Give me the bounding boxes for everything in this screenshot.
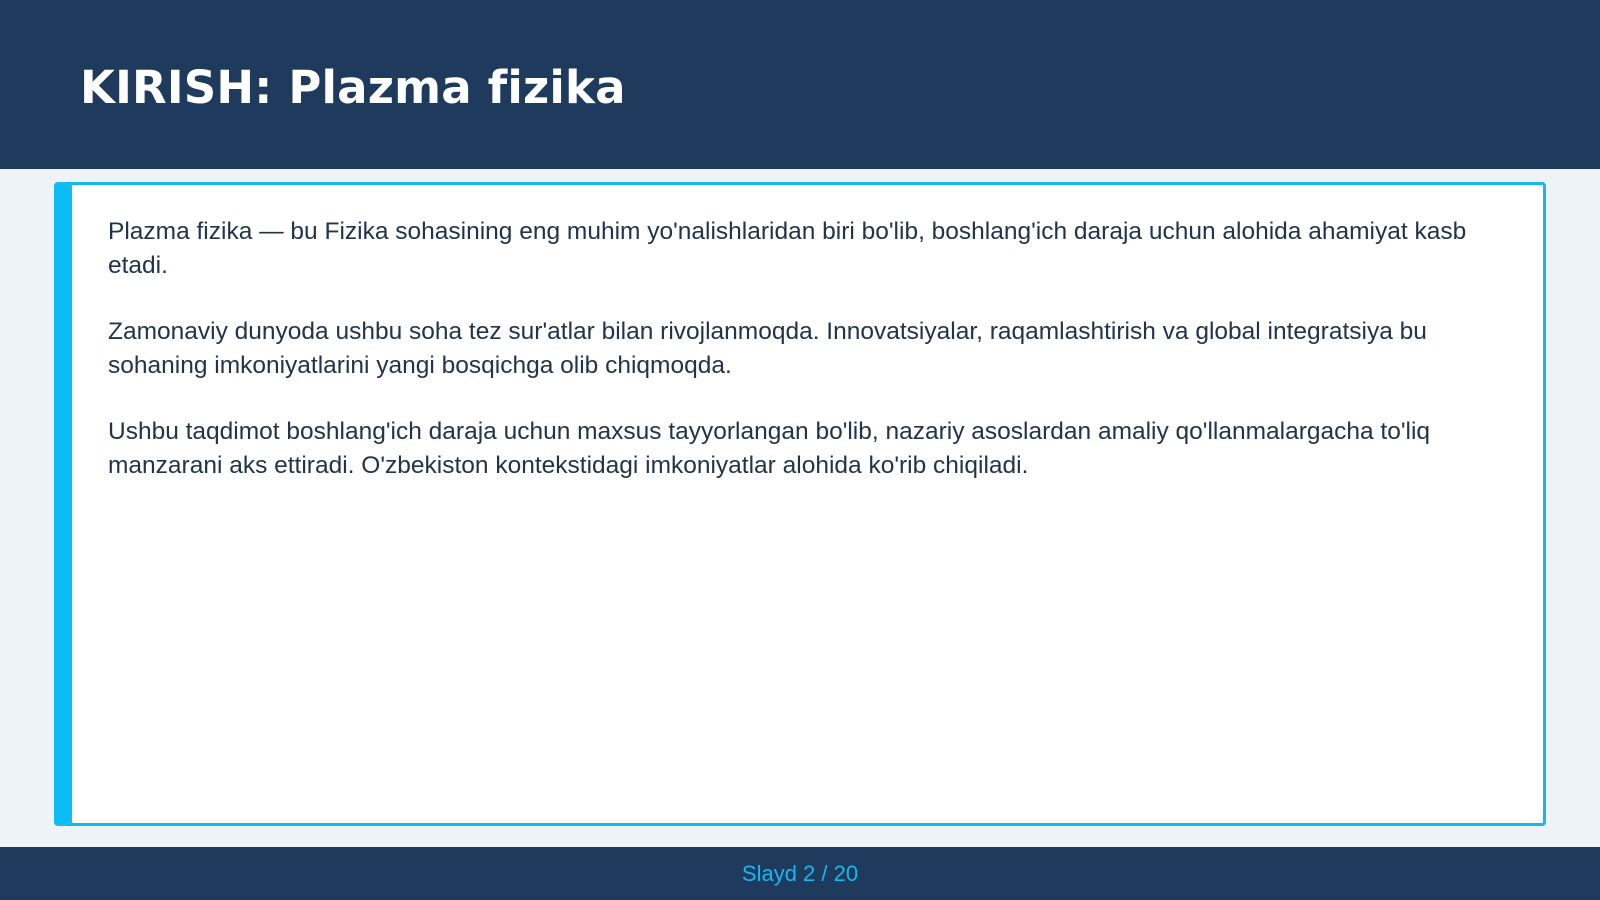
content-card — [54, 182, 1546, 826]
slide-title: KIRISH: Plazma fizika — [80, 61, 626, 114]
slide-header — [0, 0, 1600, 169]
slide-footer — [0, 847, 1600, 900]
content-text — [108, 215, 1498, 515]
paragraph-3: Ushbu taqdimot boshlang'ich daraja uchun maxsus tayyorlangan bo'lib, nazariy asoslardan amaliy qo'llanmalargacha to'liq manzarani aks ettiradi. O'zbekiston kontekstidagi imkoniyatlar alohida ko'rib chiqiladi. — [108, 418, 1431, 479]
slide-counter: Slayd 2 / 20 — [741, 860, 859, 886]
paragraph-2: Zamonaviy dunyoda ushbu soha tez sur'atlar bilan rivojlanmoqda. Innovatsiyalar, raqamlashtirish va global integratsiya bu sohaning imkoniyatlarini yangi bosqichga olib chiqmoqda. — [108, 318, 1427, 379]
paragraph-1: Plazma fizika — bu Fizika sohasining eng muhim yo'nalishlaridan biri bo'lib, boshlang'ich daraja uchun alohida ahamiyat kasb etadi. — [108, 218, 1467, 279]
